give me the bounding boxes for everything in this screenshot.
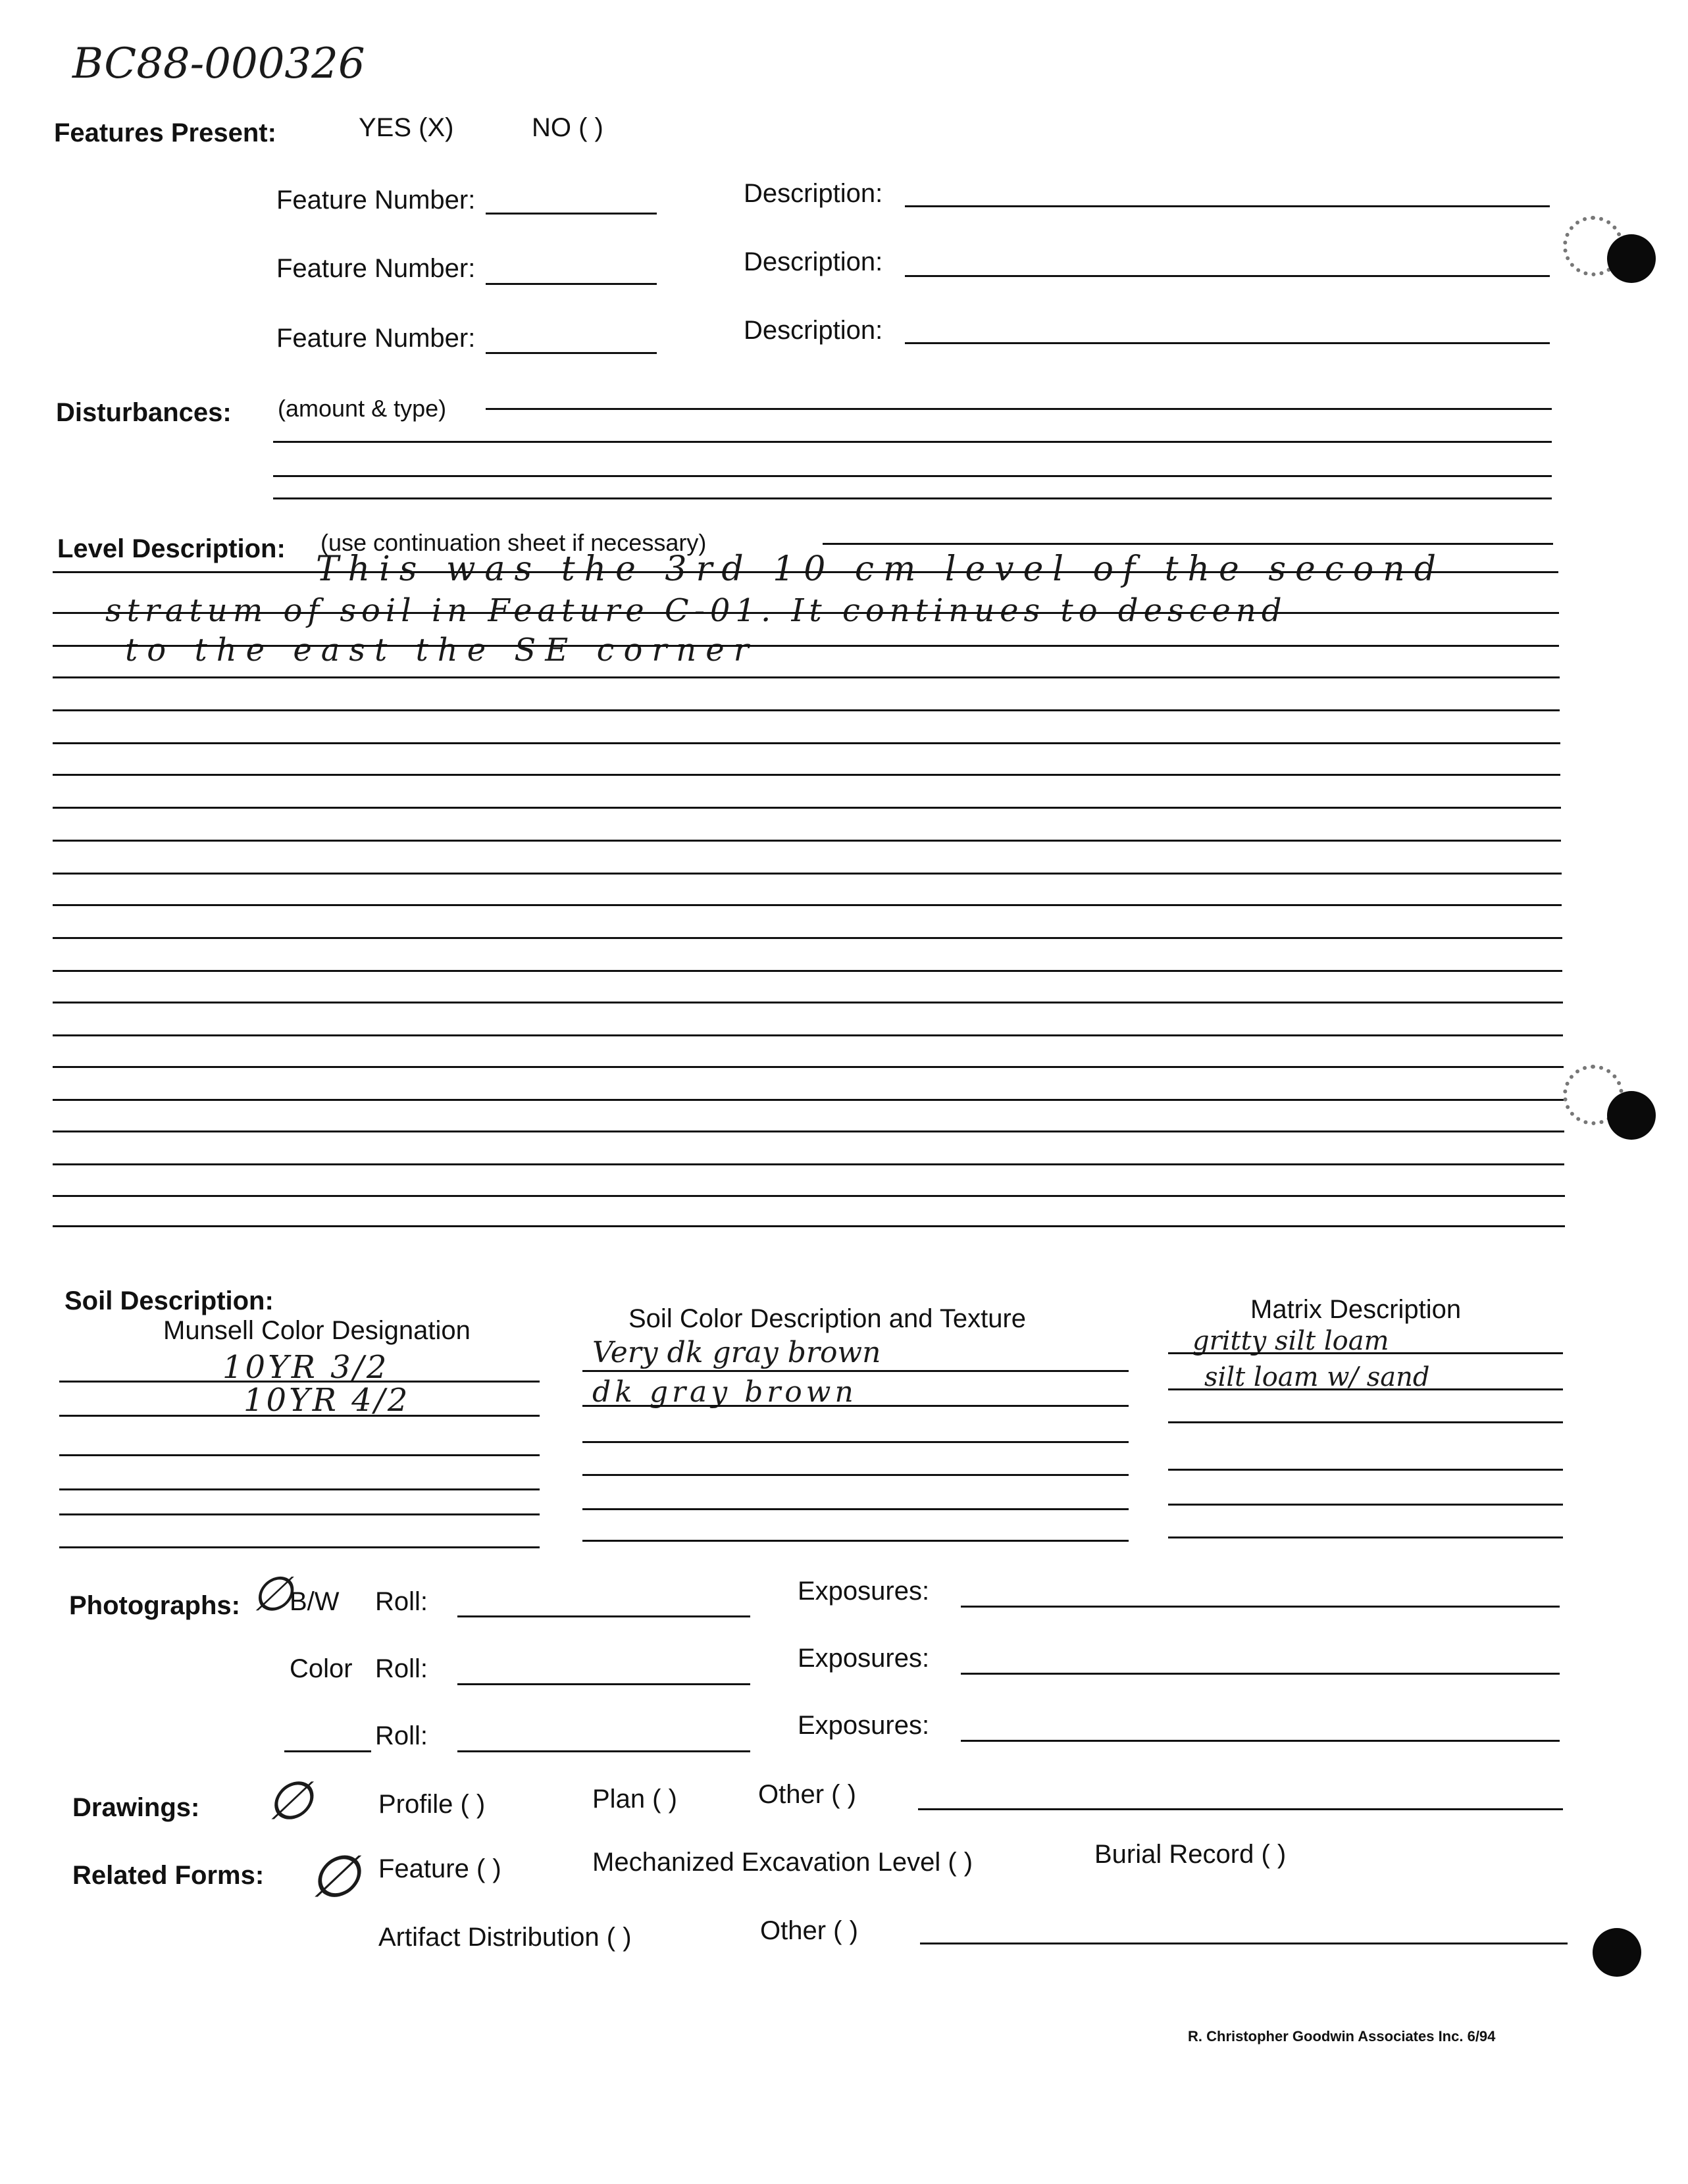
description-label-3: Description:	[744, 316, 883, 345]
munsell-rule-line[interactable]	[59, 1513, 540, 1515]
other-exposures-label: Exposures:	[798, 1711, 930, 1740]
disturbances-line-4[interactable]	[273, 497, 1552, 499]
features-present-label: Features Present:	[54, 118, 276, 147]
drawings-other-option[interactable]: Other ( )	[758, 1780, 856, 1809]
munsell-rule-line[interactable]	[59, 1454, 540, 1456]
color-exposures-label: Exposures:	[798, 1644, 930, 1673]
photographs-label: Photographs:	[69, 1591, 240, 1620]
level-rule-line[interactable]	[53, 1225, 1565, 1227]
punch-hole-top	[1607, 234, 1656, 283]
color-texture-rule-line[interactable]	[582, 1540, 1129, 1542]
level-rule-line[interactable]	[53, 612, 1559, 614]
matrix-value-1: gritty silt loam	[1192, 1326, 1389, 1356]
related-burial-option[interactable]: Burial Record ( )	[1094, 1840, 1287, 1869]
other-exposures-field[interactable]	[961, 1740, 1560, 1742]
level-line-0[interactable]	[823, 543, 1553, 545]
disturbances-hint: (amount & type)	[278, 395, 447, 422]
level-text-1: This was the 3rd 10 cm level of the second	[316, 549, 1446, 589]
bw-exposures-label: Exposures:	[798, 1577, 930, 1606]
description-label-1: Description:	[744, 179, 883, 208]
color-texture-rule-line[interactable]	[582, 1441, 1129, 1443]
color-exposures-field[interactable]	[961, 1673, 1560, 1675]
color-roll-label: Roll:	[375, 1654, 428, 1683]
description-field-1[interactable]	[905, 205, 1550, 207]
feature-number-field-1[interactable]	[486, 213, 657, 215]
color-label: Color	[290, 1654, 353, 1683]
level-rule-line[interactable]	[53, 1002, 1563, 1003]
level-rule-line[interactable]	[53, 937, 1562, 939]
level-rule-line[interactable]	[53, 676, 1560, 678]
level-rule-line[interactable]	[53, 1034, 1563, 1036]
related-mechanized-option[interactable]: Mechanized Excavation Level ( )	[592, 1848, 973, 1877]
related-other-option[interactable]: Other ( )	[760, 1916, 858, 1945]
drawings-other-field[interactable]	[918, 1808, 1563, 1810]
level-rule-line[interactable]	[53, 1099, 1564, 1101]
features-no-option[interactable]: NO ( )	[532, 113, 603, 142]
bw-roll-field[interactable]	[457, 1615, 750, 1617]
munsell-rule-line[interactable]	[59, 1381, 540, 1383]
munsell-value-1: 10YR 3/2	[222, 1349, 390, 1386]
color-texture-rule-line[interactable]	[582, 1405, 1129, 1407]
level-rule-line[interactable]	[53, 873, 1562, 875]
color-texture-header: Soil Color Description and Texture	[628, 1304, 1027, 1333]
drawings-mark: ∅	[267, 1770, 313, 1831]
color-texture-rule-line[interactable]	[582, 1508, 1129, 1510]
level-rule-line[interactable]	[53, 840, 1561, 842]
level-rule-line[interactable]	[53, 807, 1561, 809]
level-rule-line[interactable]	[53, 774, 1560, 776]
related-other-field[interactable]	[920, 1943, 1568, 1944]
feature-number-label-2: Feature Number:	[276, 254, 476, 283]
matrix-rule-line[interactable]	[1168, 1469, 1563, 1471]
level-rule-line[interactable]	[53, 1066, 1564, 1068]
related-forms-label: Related Forms:	[72, 1861, 265, 1890]
footer-credit: R. Christopher Goodwin Associates Inc. 6/94	[1188, 2028, 1496, 2044]
photographs-mark: ∅	[251, 1566, 293, 1621]
color-texture-rule-line[interactable]	[582, 1474, 1129, 1476]
color-roll-field[interactable]	[457, 1683, 750, 1685]
bw-label: B/W	[290, 1587, 340, 1616]
level-rule-line[interactable]	[53, 1163, 1564, 1165]
level-rule-line[interactable]	[53, 645, 1559, 647]
features-yes-option[interactable]: YES (X)	[359, 113, 454, 142]
description-field-2[interactable]	[905, 275, 1550, 277]
matrix-rule-line[interactable]	[1168, 1421, 1563, 1423]
level-rule-line[interactable]	[53, 970, 1562, 972]
matrix-rule-line[interactable]	[1168, 1388, 1563, 1390]
document-id: BC88-000326	[72, 39, 365, 88]
drawings-plan-option[interactable]: Plan ( )	[592, 1785, 677, 1814]
disturbances-line-1[interactable]	[486, 408, 1552, 410]
description-label-2: Description:	[744, 247, 883, 276]
level-description-label: Level Description:	[57, 534, 286, 563]
level-text-3: to the east the SE corner	[125, 632, 758, 669]
matrix-rule-line[interactable]	[1168, 1536, 1563, 1538]
matrix-rule-line[interactable]	[1168, 1352, 1563, 1354]
color-texture-value-1: Very dk gray brown	[592, 1336, 881, 1369]
drawings-label: Drawings:	[72, 1793, 200, 1822]
disturbances-label: Disturbances:	[56, 398, 232, 427]
feature-number-label-3: Feature Number:	[276, 324, 476, 353]
other-roll-field[interactable]	[457, 1750, 750, 1752]
munsell-rule-line[interactable]	[59, 1488, 540, 1490]
feature-number-label-1: Feature Number:	[276, 186, 476, 215]
disturbances-line-2[interactable]	[273, 441, 1552, 443]
feature-number-field-2[interactable]	[486, 283, 657, 285]
punch-hole-middle	[1607, 1091, 1656, 1140]
soil-description-label: Soil Description:	[64, 1286, 274, 1315]
related-artifact-option[interactable]: Artifact Distribution ( )	[378, 1923, 632, 1952]
level-description-hint: (use continuation sheet if necessary)	[320, 529, 707, 556]
level-rule-line[interactable]	[53, 1195, 1565, 1197]
related-feature-option[interactable]: Feature ( )	[378, 1854, 501, 1883]
disturbances-line-3[interactable]	[273, 475, 1552, 477]
level-text-2: stratum of soil in Feature C-01. It continues to descend	[105, 592, 1287, 629]
munsell-rule-line[interactable]	[59, 1546, 540, 1548]
color-texture-rule-line[interactable]	[582, 1370, 1129, 1372]
level-rule-line[interactable]	[53, 709, 1560, 711]
punch-hole-bottom	[1593, 1928, 1641, 1977]
bw-exposures-field[interactable]	[961, 1606, 1560, 1608]
level-rule-line[interactable]	[53, 571, 1558, 573]
level-rule-line[interactable]	[53, 1130, 1564, 1132]
other-roll-label: Roll:	[375, 1721, 428, 1750]
feature-number-field-3[interactable]	[486, 352, 657, 354]
matrix-header: Matrix Description	[1250, 1295, 1462, 1324]
level-rule-line[interactable]	[53, 904, 1562, 906]
matrix-rule-line[interactable]	[1168, 1504, 1563, 1506]
munsell-rule-line[interactable]	[59, 1415, 540, 1417]
other-film-type-field[interactable]	[284, 1750, 371, 1752]
color-texture-value-2: dk gray brown	[592, 1375, 857, 1409]
bw-roll-label: Roll:	[375, 1587, 428, 1616]
description-field-3[interactable]	[905, 342, 1550, 344]
matrix-value-2: silt loam w/ sand	[1204, 1362, 1430, 1392]
munsell-header: Munsell Color Designation	[163, 1316, 471, 1345]
munsell-value-2: 10YR 4/2	[243, 1382, 411, 1419]
level-rule-line[interactable]	[53, 742, 1560, 744]
related-forms-mark: ∅	[309, 1842, 360, 1910]
drawings-profile-option[interactable]: Profile ( )	[378, 1790, 486, 1819]
